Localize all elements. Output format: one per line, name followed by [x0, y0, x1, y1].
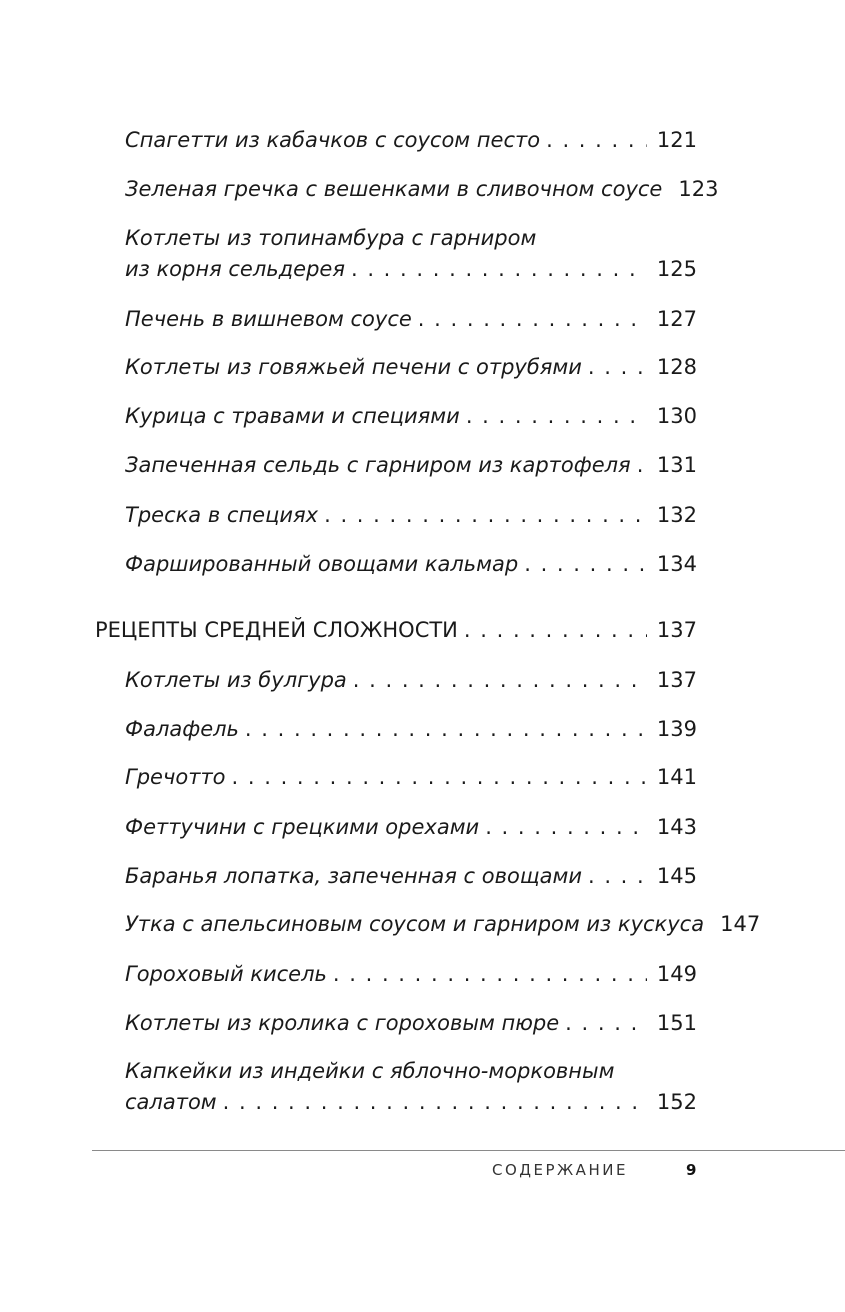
dot-leader	[637, 450, 647, 481]
footer-divider	[92, 1150, 845, 1151]
running-footer-title: СОДЕРЖАНИЕ	[492, 1161, 628, 1179]
toc-entry-page: 152	[656, 1090, 697, 1114]
toc-entry	[125, 174, 719, 205]
section-page: 137	[656, 618, 697, 642]
page-number: 9	[686, 1161, 697, 1179]
toc-entry	[125, 1008, 697, 1039]
section-title: РЕЦЕПТЫ СРЕДНЕЙ СЛОЖНОСТИ	[95, 618, 458, 642]
toc-entry-title: Баранья лопатка, запеченная с овощами	[125, 864, 582, 888]
toc-entry	[125, 1056, 697, 1118]
toc-entry	[125, 959, 697, 990]
toc-entry-title: Зеленая гречка с вешенками в сливочном соусе	[125, 177, 663, 201]
dot-leader	[588, 352, 647, 383]
toc-entry-page: 130	[656, 404, 697, 428]
toc-entry	[125, 450, 697, 481]
toc-entry	[125, 500, 697, 531]
toc-entry-page: 149	[656, 962, 697, 986]
toc-entry-title: Котлеты из булгура	[125, 668, 347, 692]
dot-leader	[351, 254, 647, 285]
toc-entry-page: 137	[656, 668, 697, 692]
toc-entry-title: Запеченная сельдь с гарниром из картофеля	[125, 453, 631, 477]
dot-leader	[324, 500, 647, 531]
toc-entry	[125, 665, 697, 696]
dot-leader	[588, 861, 647, 892]
toc-entry-title: Гороховый кисель	[125, 962, 327, 986]
dot-leader	[418, 304, 647, 335]
dot-leader	[232, 762, 647, 793]
toc-entry-title: Котлеты из говяжьей печени с отрубями	[125, 355, 582, 379]
toc-entry-page: 132	[656, 503, 697, 527]
toc-entry-page: 125	[656, 257, 697, 281]
toc-entry-page: 139	[656, 717, 697, 741]
toc-entry-title: Фаршированный овощами кальмар	[125, 552, 519, 576]
toc-entry	[125, 909, 761, 940]
toc-entry-page: 147	[720, 912, 761, 936]
toc-entry-title-continued: салатом	[125, 1090, 217, 1114]
dot-leader	[353, 665, 647, 696]
dot-leader	[333, 959, 647, 990]
toc-entry	[125, 549, 697, 580]
toc-entry-title: Фалафель	[125, 717, 239, 741]
toc-entry-title: Печень в вишневом соусе	[125, 307, 412, 331]
dot-leader	[546, 125, 647, 156]
toc-entry	[125, 812, 697, 843]
dot-leader	[565, 1008, 647, 1039]
dot-leader	[466, 401, 647, 432]
toc-entry-page: 145	[656, 864, 697, 888]
toc-entry	[125, 304, 697, 335]
toc-entry	[125, 714, 697, 745]
toc-entry-title: Феттучини с грецкими орехами	[125, 815, 480, 839]
toc-entry-page: 141	[656, 765, 697, 789]
toc-entry-page: 131	[656, 453, 697, 477]
toc-entry-page: 127	[656, 307, 697, 331]
dot-leader	[485, 812, 647, 843]
toc-entry	[125, 861, 697, 892]
dot-leader	[223, 1087, 647, 1118]
toc-entry-title: Треска в специях	[125, 503, 319, 527]
toc-entry-title: Спагетти из кабачков с соусом песто	[125, 128, 541, 152]
dot-leader	[464, 615, 647, 646]
toc-entry-title: Курица с травами и специями	[125, 404, 460, 428]
toc-entry	[125, 401, 697, 432]
toc-entry	[125, 223, 697, 285]
toc-entry-title: Утка с апельсиновым соусом и гарниром из кускуса	[125, 912, 705, 936]
toc-entry-page: 128	[656, 355, 697, 379]
toc-entry	[125, 352, 697, 383]
toc-entry-page: 121	[656, 128, 697, 152]
toc-entry-page: 123	[678, 177, 719, 201]
dot-leader	[524, 549, 647, 580]
toc-entry-title: Капкейки из индейки с яблочно-морковным	[125, 1059, 615, 1083]
toc-entry-page: 143	[656, 815, 697, 839]
toc-entry	[125, 762, 697, 793]
toc-entry-page: 151	[656, 1011, 697, 1035]
toc-section-heading	[95, 615, 697, 646]
toc-entry-title-continued: из корня сельдерея	[125, 257, 345, 281]
toc-entry-page: 134	[656, 552, 697, 576]
toc-entry-title: Гречотто	[125, 765, 226, 789]
toc-entry-title: Котлеты из кролика с гороховым пюре	[125, 1011, 560, 1035]
dot-leader	[245, 714, 647, 745]
toc-entry	[125, 125, 697, 156]
toc-entry-title: Котлеты из топинамбура с гарниром	[125, 226, 537, 250]
